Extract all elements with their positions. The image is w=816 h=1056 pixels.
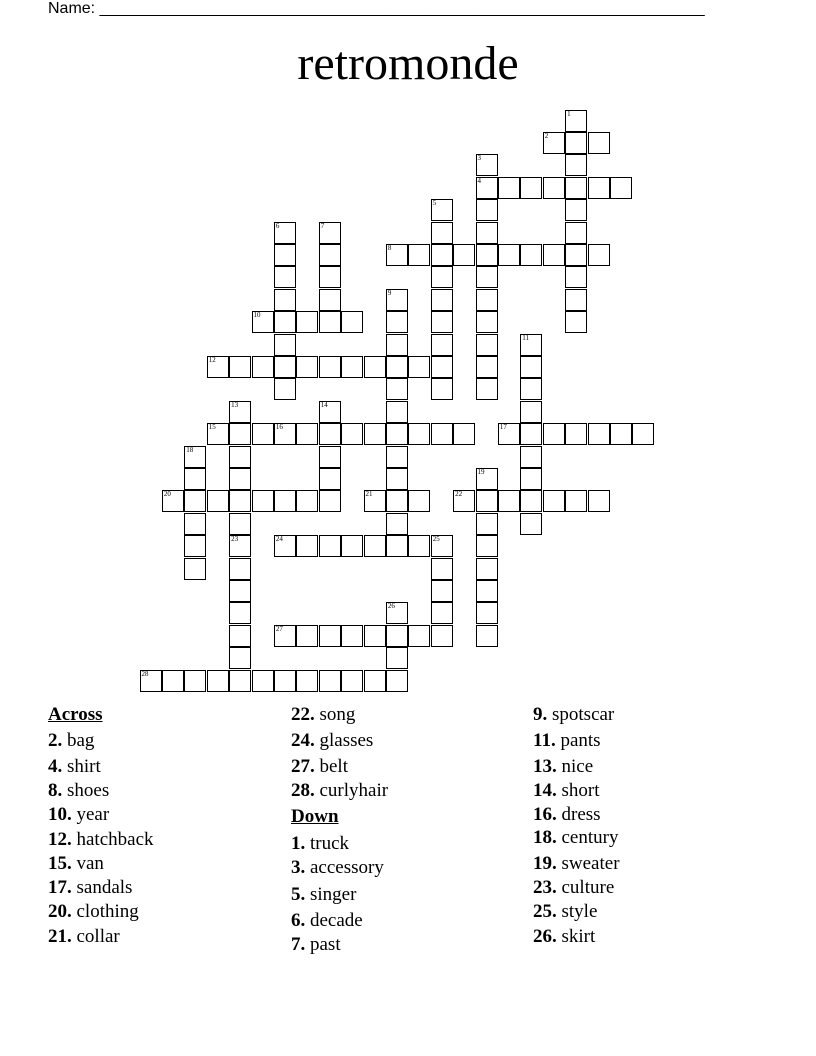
- clue-item-text: decade: [305, 910, 363, 931]
- clue-item-number: 5.: [291, 884, 306, 905]
- clue-item-number: 17.: [48, 877, 72, 898]
- grid-cell[interactable]: [296, 490, 318, 512]
- clue-number-label: 27: [275, 624, 283, 633]
- clue-item-text: collar: [71, 926, 120, 947]
- grid-cell[interactable]: [476, 154, 498, 176]
- grid-cell[interactable]: [520, 468, 542, 490]
- name-label: Name:: [48, 0, 96, 17]
- clue-item: [48, 804, 109, 826]
- grid-cell[interactable]: [386, 625, 408, 647]
- grid-cell[interactable]: [498, 244, 520, 266]
- grid-cell[interactable]: [229, 602, 251, 624]
- clue-item-number: 16.: [533, 804, 557, 825]
- clue-item-text: truck: [305, 833, 350, 854]
- grid-cell[interactable]: [431, 378, 453, 400]
- grid-cell[interactable]: [386, 602, 408, 624]
- clue-item-number: 2.: [48, 730, 63, 751]
- clue-item-text: belt: [314, 756, 348, 777]
- grid-cell[interactable]: [431, 266, 453, 288]
- grid-cell[interactable]: [296, 423, 318, 445]
- grid-cell[interactable]: [364, 625, 386, 647]
- grid-cell[interactable]: [229, 423, 251, 445]
- grid-cell[interactable]: [319, 446, 341, 468]
- clue-item: [291, 756, 348, 778]
- clue-item-text: shoes: [62, 780, 110, 801]
- grid-cell[interactable]: [476, 311, 498, 333]
- grid-cell[interactable]: [453, 244, 475, 266]
- clue-item-text: spotscar: [547, 704, 615, 725]
- clue-item: [291, 857, 384, 879]
- grid-cell[interactable]: [520, 356, 542, 378]
- clue-number-label: 22: [455, 490, 463, 499]
- grid-cell[interactable]: [386, 490, 408, 512]
- clue-number-label: 9: [387, 288, 392, 297]
- clue-number-label: 26: [387, 602, 395, 611]
- grid-cell[interactable]: [207, 490, 229, 512]
- grid-cell[interactable]: [386, 289, 408, 311]
- grid-cell[interactable]: [588, 132, 610, 154]
- clue-item-text: sweater: [556, 853, 620, 874]
- grid-cell[interactable]: [565, 289, 587, 311]
- grid-cell[interactable]: [476, 490, 498, 512]
- clue-item: [291, 934, 341, 956]
- clue-section-heading: Across: [48, 704, 103, 725]
- grid-cell[interactable]: [408, 356, 430, 378]
- clue-number-label: 8: [387, 243, 392, 252]
- grid-cell[interactable]: [184, 490, 206, 512]
- clue-item: [48, 756, 101, 778]
- grid-cell[interactable]: [520, 334, 542, 356]
- clue-item: [533, 756, 593, 778]
- grid-cell[interactable]: [431, 334, 453, 356]
- clue-item: [48, 877, 132, 899]
- grid-cell[interactable]: [408, 625, 430, 647]
- grid-cell[interactable]: [476, 625, 498, 647]
- clue-item: [291, 780, 388, 802]
- clue-item-number: 24.: [291, 730, 315, 751]
- grid-cell[interactable]: [565, 266, 587, 288]
- grid-cell[interactable]: [632, 423, 654, 445]
- clue-item: [48, 780, 109, 802]
- grid-cell[interactable]: [274, 356, 296, 378]
- grid-cell[interactable]: [252, 670, 274, 692]
- clue-item-number: 8.: [48, 780, 63, 801]
- grid-cell[interactable]: [229, 535, 251, 557]
- grid-cell[interactable]: [588, 177, 610, 199]
- clue-item-number: 23.: [533, 877, 557, 898]
- grid-cell[interactable]: [184, 670, 206, 692]
- grid-cell[interactable]: [319, 625, 341, 647]
- grid-cell[interactable]: [386, 334, 408, 356]
- clue-number-label: 18: [186, 445, 194, 454]
- clue-number-label: 25: [432, 535, 440, 544]
- grid-cell[interactable]: [431, 222, 453, 244]
- grid-cell[interactable]: [319, 311, 341, 333]
- grid-cell[interactable]: [476, 378, 498, 400]
- clue-number-label: 11: [522, 333, 530, 342]
- grid-cell[interactable]: [386, 401, 408, 423]
- grid-cell[interactable]: [140, 670, 162, 692]
- clue-item-number: 12.: [48, 829, 72, 850]
- clue-item: [48, 853, 104, 875]
- name-blank-line[interactable]: ____________________________________________________________________: [99, 0, 705, 17]
- grid-cell[interactable]: [476, 222, 498, 244]
- grid-cell[interactable]: [319, 670, 341, 692]
- grid-cell[interactable]: [498, 423, 520, 445]
- grid-cell[interactable]: [319, 535, 341, 557]
- clue-item-text: clothing: [71, 901, 139, 922]
- grid-cell[interactable]: [408, 535, 430, 557]
- grid-cell[interactable]: [565, 311, 587, 333]
- grid-cell[interactable]: [252, 490, 274, 512]
- grid-cell[interactable]: [319, 222, 341, 244]
- grid-cell[interactable]: [520, 401, 542, 423]
- grid-cell[interactable]: [476, 558, 498, 580]
- grid-cell[interactable]: [453, 490, 475, 512]
- grid-cell[interactable]: [252, 423, 274, 445]
- clue-item: [48, 901, 139, 923]
- grid-cell[interactable]: [341, 670, 363, 692]
- clue-item-number: 27.: [291, 756, 315, 777]
- grid-cell[interactable]: [319, 289, 341, 311]
- grid-cell[interactable]: [431, 625, 453, 647]
- grid-cell[interactable]: [431, 558, 453, 580]
- grid-cell[interactable]: [431, 289, 453, 311]
- clue-item-text: sandals: [71, 877, 133, 898]
- grid-cell[interactable]: [543, 132, 565, 154]
- clue-item-number: 25.: [533, 901, 557, 922]
- grid-cell[interactable]: [431, 535, 453, 557]
- clue-item-text: dress: [556, 804, 601, 825]
- clue-number-label: 5: [432, 199, 437, 208]
- clue-item-text: past: [305, 934, 341, 955]
- clue-item-number: 3.: [291, 857, 306, 878]
- grid-cell[interactable]: [319, 356, 341, 378]
- grid-cell[interactable]: [543, 177, 565, 199]
- clue-item: [291, 910, 363, 932]
- grid-cell[interactable]: [408, 423, 430, 445]
- grid-cell[interactable]: [229, 625, 251, 647]
- grid-cell[interactable]: [431, 311, 453, 333]
- grid-cell[interactable]: [476, 289, 498, 311]
- clue-number-label: 15: [208, 423, 216, 432]
- grid-cell[interactable]: [498, 177, 520, 199]
- clue-item: [291, 730, 373, 752]
- clue-item-text: nice: [556, 756, 594, 777]
- grid-cell[interactable]: [341, 423, 363, 445]
- grid-cell[interactable]: [476, 244, 498, 266]
- grid-cell[interactable]: [520, 513, 542, 535]
- grid-cell[interactable]: [476, 356, 498, 378]
- clue-number-label: 23: [231, 535, 239, 544]
- clue-item-number: 21.: [48, 926, 72, 947]
- clue-item-text: style: [556, 901, 598, 922]
- grid-cell[interactable]: [274, 625, 296, 647]
- grid-cell[interactable]: [386, 535, 408, 557]
- clue-item-number: 26.: [533, 926, 557, 947]
- grid-cell[interactable]: [520, 490, 542, 512]
- clue-item: [291, 884, 356, 906]
- clue-item-text: year: [71, 804, 110, 825]
- clue-item: [533, 853, 620, 875]
- grid-cell[interactable]: [319, 490, 341, 512]
- grid-cell[interactable]: [386, 468, 408, 490]
- grid-cell[interactable]: [319, 266, 341, 288]
- clue-item-number: 18.: [533, 827, 557, 848]
- clue-item: [291, 833, 349, 855]
- grid-cell[interactable]: [431, 602, 453, 624]
- grid-cell[interactable]: [386, 356, 408, 378]
- grid-cell[interactable]: [565, 132, 587, 154]
- grid-cell[interactable]: [453, 423, 475, 445]
- grid-cell[interactable]: [274, 289, 296, 311]
- grid-cell[interactable]: [565, 110, 587, 132]
- grid-cell[interactable]: [498, 490, 520, 512]
- grid-cell[interactable]: [386, 670, 408, 692]
- grid-cell[interactable]: [431, 580, 453, 602]
- clue-item: [533, 901, 597, 923]
- clue-item: [533, 926, 595, 948]
- grid-cell[interactable]: [229, 558, 251, 580]
- grid-cell[interactable]: [520, 446, 542, 468]
- grid-cell[interactable]: [565, 244, 587, 266]
- grid-cell[interactable]: [364, 535, 386, 557]
- grid-cell[interactable]: [543, 244, 565, 266]
- clue-item-number: 15.: [48, 853, 72, 874]
- clue-item-text: van: [71, 853, 104, 874]
- grid-cell[interactable]: [431, 356, 453, 378]
- clue-number-label: 28: [141, 669, 149, 678]
- clue-item-text: bag: [62, 730, 95, 751]
- clue-item-text: short: [556, 780, 600, 801]
- grid-cell[interactable]: [229, 670, 251, 692]
- grid-cell[interactable]: [184, 535, 206, 557]
- grid-cell[interactable]: [274, 334, 296, 356]
- grid-cell[interactable]: [229, 446, 251, 468]
- clue-number-label: 10: [253, 311, 261, 320]
- grid-cell[interactable]: [229, 468, 251, 490]
- grid-cell[interactable]: [184, 558, 206, 580]
- grid-cell[interactable]: [386, 244, 408, 266]
- clue-item: [533, 704, 614, 726]
- grid-cell[interactable]: [319, 468, 341, 490]
- clue-item-number: 14.: [533, 780, 557, 801]
- grid-cell[interactable]: [520, 177, 542, 199]
- clue-item-number: 20.: [48, 901, 72, 922]
- clue-item-number: 19.: [533, 853, 557, 874]
- clue-item-text: hatchback: [71, 829, 154, 850]
- clue-item-text: song: [314, 704, 356, 725]
- clue-item: [533, 877, 614, 899]
- grid-cell[interactable]: [565, 222, 587, 244]
- clue-item: [533, 827, 618, 849]
- clue-item-text: shirt: [62, 756, 101, 777]
- clue-item-text: accessory: [305, 857, 384, 878]
- grid-cell[interactable]: [274, 670, 296, 692]
- clue-number-label: 16: [275, 423, 283, 432]
- puzzle-title: retromonde: [297, 37, 519, 90]
- grid-cell[interactable]: [296, 670, 318, 692]
- grid-cell[interactable]: [386, 446, 408, 468]
- grid-cell[interactable]: [319, 244, 341, 266]
- clue-item-text: century: [556, 827, 619, 848]
- grid-cell[interactable]: [341, 356, 363, 378]
- grid-cell[interactable]: [296, 311, 318, 333]
- grid-cell[interactable]: [431, 244, 453, 266]
- grid-cell[interactable]: [296, 356, 318, 378]
- clue-item-text: skirt: [556, 926, 596, 947]
- grid-cell[interactable]: [476, 177, 498, 199]
- clue-item: [533, 730, 601, 752]
- grid-cell[interactable]: [207, 670, 229, 692]
- grid-cell[interactable]: [364, 423, 386, 445]
- clue-item-text: glasses: [314, 730, 374, 751]
- grid-cell[interactable]: [565, 423, 587, 445]
- grid-cell[interactable]: [386, 513, 408, 535]
- grid-cell[interactable]: [296, 625, 318, 647]
- clue-number-label: 1: [567, 109, 571, 118]
- clue-item: [48, 730, 94, 752]
- grid-cell[interactable]: [229, 647, 251, 669]
- grid-cell[interactable]: [341, 625, 363, 647]
- clue-item-number: 22.: [291, 704, 315, 725]
- clue-number-label: 2: [544, 131, 549, 140]
- grid-cell[interactable]: [520, 378, 542, 400]
- grid-cell[interactable]: [252, 356, 274, 378]
- grid-cell[interactable]: [207, 356, 229, 378]
- clue-number-label: 20: [163, 490, 171, 499]
- grid-cell[interactable]: [252, 311, 274, 333]
- clue-item-number: 13.: [533, 756, 557, 777]
- grid-cell[interactable]: [386, 311, 408, 333]
- clue-item: [48, 829, 154, 851]
- grid-cell[interactable]: [207, 423, 229, 445]
- clue-section-heading: Down: [291, 806, 339, 827]
- grid-cell[interactable]: [319, 423, 341, 445]
- grid-cell[interactable]: [408, 244, 430, 266]
- grid-cell[interactable]: [610, 177, 632, 199]
- grid-cell[interactable]: [364, 356, 386, 378]
- clue-item: [48, 926, 120, 948]
- grid-cell[interactable]: [184, 513, 206, 535]
- grid-cell[interactable]: [476, 602, 498, 624]
- clue-item-number: 1.: [291, 833, 306, 854]
- grid-cell[interactable]: [520, 423, 542, 445]
- grid-cell[interactable]: [341, 311, 363, 333]
- clue-number-label: 3: [477, 154, 481, 163]
- grid-cell[interactable]: [565, 199, 587, 221]
- grid-cell[interactable]: [431, 423, 453, 445]
- grid-cell[interactable]: [274, 311, 296, 333]
- clue-item-text: singer: [305, 884, 357, 905]
- grid-cell[interactable]: [274, 490, 296, 512]
- grid-cell[interactable]: [565, 154, 587, 176]
- grid-cell[interactable]: [162, 670, 184, 692]
- clue-item: [291, 704, 355, 726]
- clue-number-label: 7: [320, 221, 325, 230]
- grid-cell[interactable]: [386, 378, 408, 400]
- grid-cell[interactable]: [386, 647, 408, 669]
- grid-cell[interactable]: [543, 490, 565, 512]
- grid-cell[interactable]: [364, 490, 386, 512]
- grid-cell[interactable]: [476, 266, 498, 288]
- grid-cell[interactable]: [476, 513, 498, 535]
- clue-item-number: 10.: [48, 804, 72, 825]
- clue-item-text: pants: [555, 730, 601, 751]
- grid-cell[interactable]: [476, 199, 498, 221]
- clue-item: [533, 804, 601, 826]
- clue-number-label: 24: [275, 535, 283, 544]
- clue-item-text: curlyhair: [314, 780, 389, 801]
- grid-cell[interactable]: [386, 423, 408, 445]
- grid-cell[interactable]: [296, 535, 318, 557]
- grid-cell[interactable]: [588, 423, 610, 445]
- clue-item-number: 4.: [48, 756, 63, 777]
- clue-item-number: 7.: [291, 934, 306, 955]
- clue-item-number: 9.: [533, 704, 548, 725]
- clue-item-number: 28.: [291, 780, 315, 801]
- grid-cell[interactable]: [274, 244, 296, 266]
- grid-cell[interactable]: [184, 446, 206, 468]
- clue-number-label: 6: [275, 221, 280, 230]
- grid-cell[interactable]: [520, 244, 542, 266]
- clue-item-number: 11.: [533, 730, 556, 751]
- clue-number-label: 13: [231, 400, 239, 409]
- grid-cell[interactable]: [319, 401, 341, 423]
- grid-cell[interactable]: [229, 580, 251, 602]
- grid-cell[interactable]: [184, 468, 206, 490]
- grid-cell[interactable]: [588, 244, 610, 266]
- clue-number-label: 14: [320, 400, 328, 409]
- grid-cell[interactable]: [476, 468, 498, 490]
- clue-item: [533, 780, 600, 802]
- grid-cell[interactable]: [476, 580, 498, 602]
- grid-cell[interactable]: [274, 535, 296, 557]
- grid-cell[interactable]: [229, 356, 251, 378]
- clue-number-label: 17: [499, 423, 507, 432]
- grid-cell[interactable]: [274, 266, 296, 288]
- grid-cell[interactable]: [565, 490, 587, 512]
- grid-cell[interactable]: [341, 535, 363, 557]
- clue-item-number: 6.: [291, 910, 306, 931]
- grid-cell[interactable]: [610, 423, 632, 445]
- grid-cell[interactable]: [565, 177, 587, 199]
- clue-number-label: 12: [208, 355, 216, 364]
- grid-cell[interactable]: [274, 222, 296, 244]
- grid-cell[interactable]: [274, 378, 296, 400]
- grid-cell[interactable]: [408, 490, 430, 512]
- grid-cell[interactable]: [229, 513, 251, 535]
- grid-cell[interactable]: [476, 334, 498, 356]
- grid-cell[interactable]: [229, 401, 251, 423]
- grid-cell[interactable]: [229, 490, 251, 512]
- grid-cell[interactable]: [476, 535, 498, 557]
- grid-cell[interactable]: [431, 199, 453, 221]
- grid-cell[interactable]: [274, 423, 296, 445]
- grid-cell[interactable]: [162, 490, 184, 512]
- clue-number-label: 19: [477, 467, 485, 476]
- grid-cell[interactable]: [364, 670, 386, 692]
- clue-item-text: culture: [556, 877, 615, 898]
- clue-number-label: 21: [365, 490, 373, 499]
- grid-cell[interactable]: [588, 490, 610, 512]
- clue-number-label: 4: [477, 176, 481, 185]
- grid-cell[interactable]: [543, 423, 565, 445]
